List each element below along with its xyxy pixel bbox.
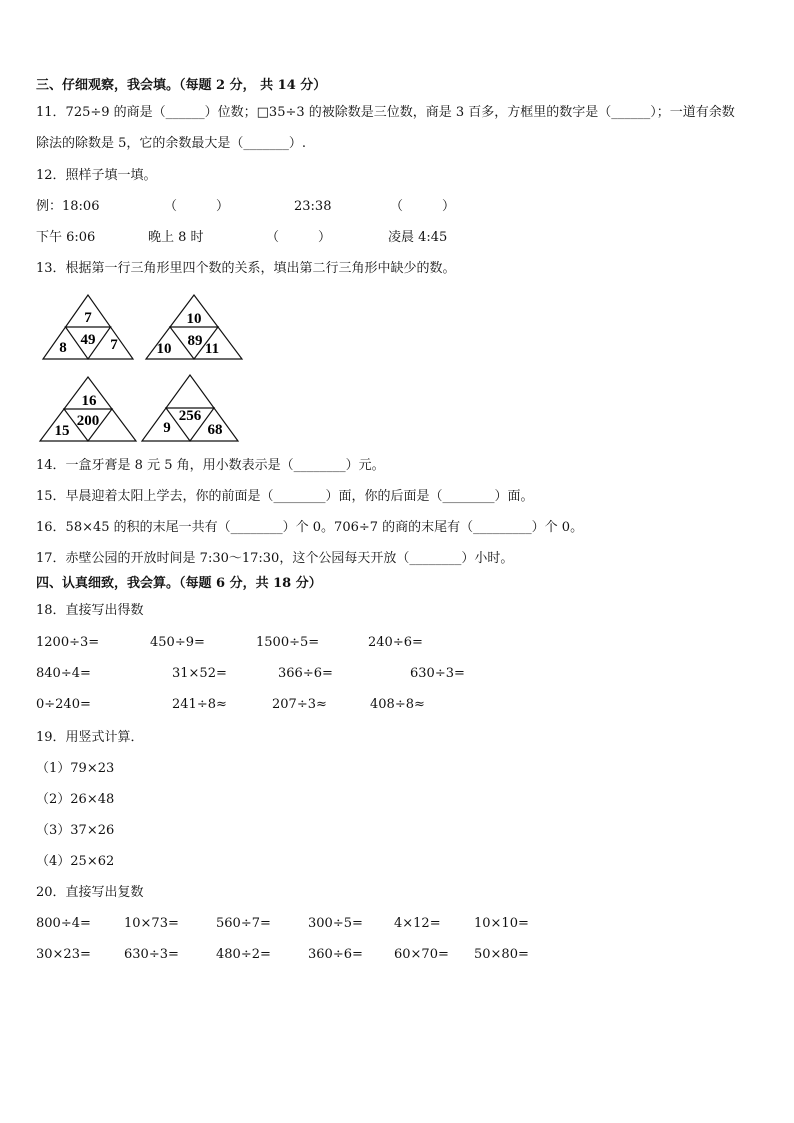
q18-r2-c4: 630÷3= xyxy=(410,666,465,681)
q18-r1-c3: 1500÷5= xyxy=(256,635,320,650)
q12-time-2338: 23:38 xyxy=(294,199,332,214)
triangle-puzzle xyxy=(0,285,300,450)
question-11-line-1: 11．725÷9 的商是（______）位数；□35÷3 的被除数是三位数，商是 3 百多，方框里的数字是（______）；一道有余数 xyxy=(36,105,735,120)
question-16: 16．58×45 的积的末尾一共有（________）个 0。706÷7 的商的末尾有（_________）个 0。 xyxy=(36,520,584,535)
triangle-3-center: 200 xyxy=(76,413,100,429)
triangle-1-left: 8 xyxy=(59,340,67,356)
triangle-1-center: 49 xyxy=(80,332,96,348)
question-17: 17．赤壁公园的开放时间是 7:30～17:30，这个公园每天开放（________）小时。 xyxy=(36,551,514,566)
triangle-2-top: 10 xyxy=(186,311,202,327)
q20-r2-c3: 480÷2= xyxy=(216,947,271,962)
q18-r2-c1: 840÷4= xyxy=(36,666,91,681)
question-13: 13．根据第一行三角形里四个数的关系，填出第二行三角形中缺少的数。 xyxy=(36,261,456,276)
question-18: 18．直接写出得数 xyxy=(36,603,144,618)
q12-afternoon: 下午 6:06 xyxy=(36,230,96,245)
triangle-3-top: 16 xyxy=(81,393,97,409)
question-12: 12．照样子填一填。 xyxy=(36,168,157,183)
triangle-2-center: 89 xyxy=(187,333,203,349)
triangle-4-center: 256 xyxy=(178,408,202,424)
question-11-line-2: 除法的除数是 5，它的余数最大是（_______）. xyxy=(36,136,307,151)
triangle-4-left: 9 xyxy=(163,420,171,436)
q20-r1-c1: 800÷4= xyxy=(36,916,91,931)
q19-item-1: （1）79×23 xyxy=(36,761,115,776)
question-14: 14．一盒牙膏是 8 元 5 角，用小数表示是（________）元。 xyxy=(36,458,385,473)
triangle-3-left: 15 xyxy=(54,423,70,439)
question-15: 15．早晨迎着太阳上学去，你的前面是（________）面，你的后面是（________）面。 xyxy=(36,489,534,504)
q18-r3-c4: 408÷8≈ xyxy=(370,697,425,712)
triangle-1-right: 7 xyxy=(110,337,118,353)
triangle-4-right: 68 xyxy=(207,422,223,438)
triangle-2-left: 10 xyxy=(156,341,172,357)
triangle-2 xyxy=(146,295,242,359)
q20-r2-c4: 360÷6= xyxy=(308,947,363,962)
q18-r3-c3: 207÷3≈ xyxy=(272,697,327,712)
q18-r2-c3: 366÷6= xyxy=(278,666,333,681)
q20-r1-c3: 560÷7= xyxy=(216,916,271,931)
question-20: 20．直接写出复数 xyxy=(36,885,144,900)
q12-blank-2: （ ） xyxy=(390,199,456,214)
triangle-1 xyxy=(43,295,133,359)
q18-r3-c1: 0÷240= xyxy=(36,697,91,712)
triangle-1-top: 7 xyxy=(84,310,92,326)
q12-example: 例：18:06 xyxy=(36,199,100,214)
q20-r1-c5: 4×12= xyxy=(394,916,441,931)
question-19: 19．用竖式计算． xyxy=(36,730,144,745)
q20-r2-c1: 30×23= xyxy=(36,947,91,962)
section-3-heading: 三、仔细观察，我会填。（每题 2 分， 共 14 分） xyxy=(36,78,327,93)
q18-r1-c2: 450÷9= xyxy=(150,635,205,650)
q18-r1-c4: 240÷6= xyxy=(368,635,423,650)
q12-blank-3: （ ） xyxy=(266,230,332,245)
q12-blank-1: （ ） xyxy=(164,199,230,214)
q19-item-3: （3）37×26 xyxy=(36,823,115,838)
q20-r2-c2: 630÷3= xyxy=(124,947,179,962)
q12-evening: 晚上 8 时 xyxy=(148,230,204,245)
q20-r2-c6: 50×80= xyxy=(474,947,529,962)
triangle-3 xyxy=(40,377,136,441)
q20-r1-c6: 10×10= xyxy=(474,916,529,931)
q20-r1-c4: 300÷5= xyxy=(308,916,363,931)
q20-r1-c2: 10×73= xyxy=(124,916,179,931)
triangle-2-right: 11 xyxy=(204,341,220,357)
q20-r2-c5: 60×70= xyxy=(394,947,449,962)
q12-dawn: 凌晨 4:45 xyxy=(388,230,448,245)
q18-r3-c2: 241÷8≈ xyxy=(172,697,227,712)
triangle-4 xyxy=(142,375,238,441)
q19-item-2: （2）26×48 xyxy=(36,792,115,807)
q18-r2-c2: 31×52= xyxy=(172,666,227,681)
q18-r1-c1: 1200÷3= xyxy=(36,635,100,650)
section-4-heading: 四、认真细致，我会算。（每题 6 分，共 18 分） xyxy=(36,576,322,591)
q19-item-4: （4）25×62 xyxy=(36,854,115,869)
